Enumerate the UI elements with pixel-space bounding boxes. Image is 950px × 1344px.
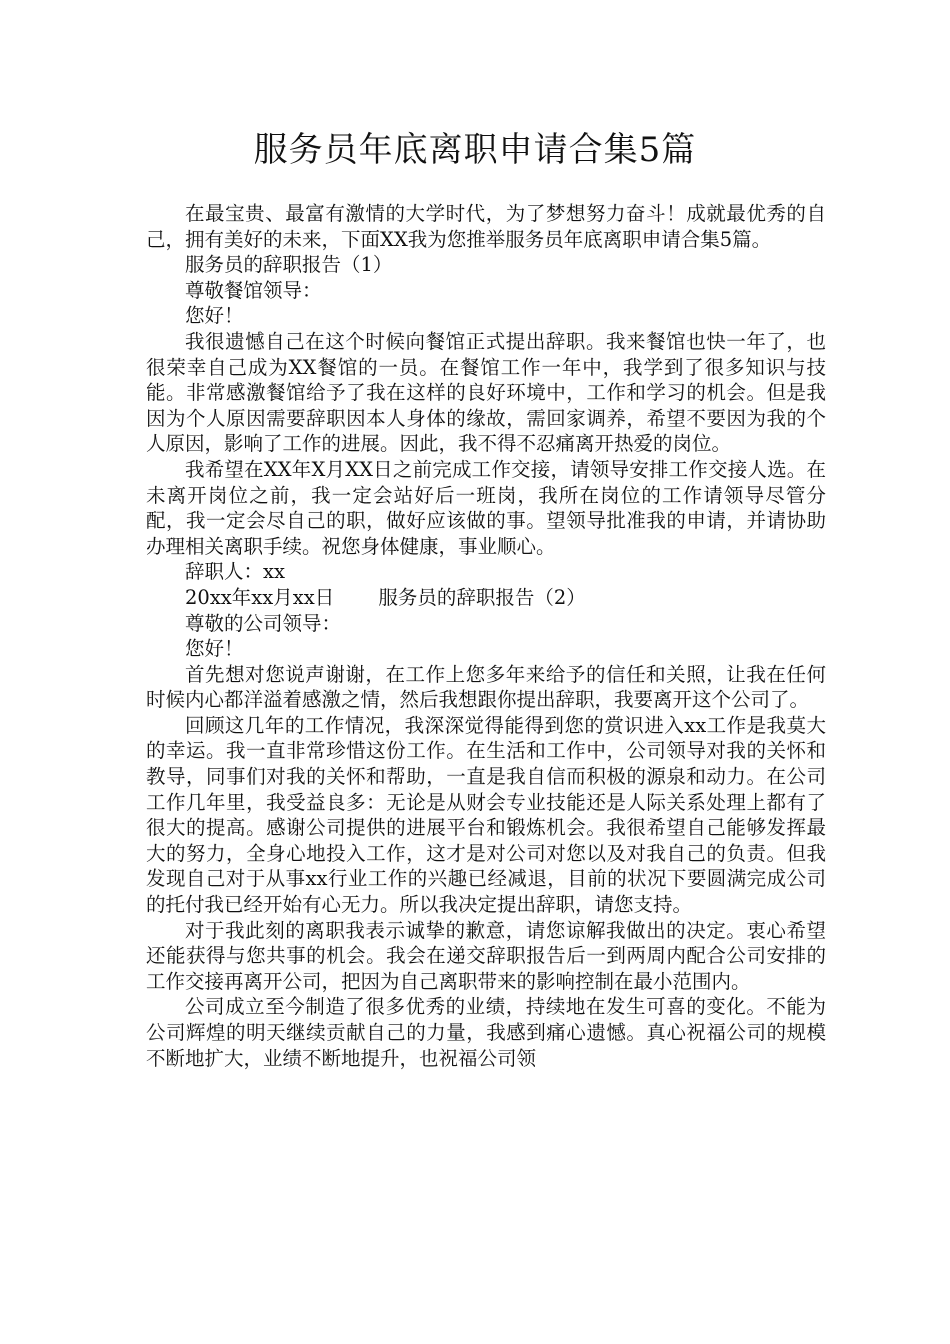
intro-paragraph: 在最宝贵、最富有激情的大学时代，为了梦想努力奋斗！成就最优秀的自己，拥有美好的未来，下面XX我为您推举服务员年底离职申请合集5篇。: [146, 202, 826, 251]
report1-heading: 服务员的辞职报告（1）: [185, 253, 393, 277]
report2-greeting: 您好！: [185, 637, 244, 661]
report1-signature: 辞职人：xx: [185, 560, 285, 584]
report2-heading: 服务员的辞职报告（2）: [378, 585, 586, 609]
report1-paragraph: 我很遗憾自己在这个时候向餐馆正式提出辞职。我来餐馆也快一年了，也很荣幸自己成为XX餐馆的一员。在餐馆工作一年中，我学到了很多知识与技能。非常感激餐馆给予了我在这样的良好环境中，工作和学习的机会。但是我因为个人原因需要辞职因本人身体的缘故，需回家调养，希望不要因为我的个人原因，影响了工作的进展。因此，我不得不忍痛离开热爱的岗位。: [146, 329, 826, 456]
report2-paragraph: 回顾这几年的工作情况，我深深觉得能得到您的赏识进入xx工作是我莫大的幸运。我一直非常珍惜这份工作。在生活和工作中，公司领导对我的关怀和教导，同事们对我的关怀和帮助，一直是我自信而积极的源泉和动力。在公司工作几年里，我受益良多：无论是从财会专业技能还是人际关系处理上都有了很大的提高。感谢公司提供的进展平台和锻炼机会。我很希望自己能够发挥最大的努力，全身心地投入工作，这才是对公司对您以及对我自己的负责。但我发现自己对于从事xx行业工作的兴趣已经减退，目前的状况下要圆满完成公司的托付我已经开始有心无力。所以我决定提出辞职，请您支持。: [146, 713, 826, 917]
report1-date: 20xx年xx月xx日: [185, 585, 335, 609]
document-body: [146, 201, 826, 1071]
report2-paragraph: 首先想对您说声谢谢，在工作上您多年来给予的信任和关照，让我在任何时候内心都洋溢着感激之情，然后我想跟你提出辞职，我要离开这个公司了。: [146, 662, 826, 712]
report1-salutation: 尊敬餐馆领导：: [185, 278, 322, 302]
report1-date-line: [146, 585, 826, 611]
report1-paragraph: 我希望在XX年X月XX日之前完成工作交接，请领导安排工作交接人选。在未离开岗位之前，我一定会站好后一班岗，我所在岗位的工作请领导尽管分配，我一定会尽自己的职，做好应该做的事。望领导批准我的申请，并请协助办理相关离职手续。祝您身体健康，事业顺心。: [146, 457, 826, 558]
report2-paragraph: 对于我此刻的离职我表示诚挚的歉意，请您谅解我做出的决定。衷心希望还能获得与您共事的机会。我会在递交辞职报告后一到两周内配合公司安排的工作交接再离开公司，把因为自己离职带来的影响控制在最小范围内。: [146, 918, 826, 993]
document-title: 服务员年底离职申请合集5篇: [253, 130, 697, 170]
report2-salutation: 尊敬的公司领导：: [185, 611, 342, 635]
report1-greeting: 您好！: [185, 304, 244, 328]
report2-paragraph: 公司成立至今制造了很多优秀的业绩，持续地在发生可喜的变化。不能为公司辉煌的明天继续贡献自己的力量，我感到痛心遗憾。真心祝福公司的规模不断地扩大，业绩不断地提升，也祝福公司领: [146, 995, 826, 1070]
